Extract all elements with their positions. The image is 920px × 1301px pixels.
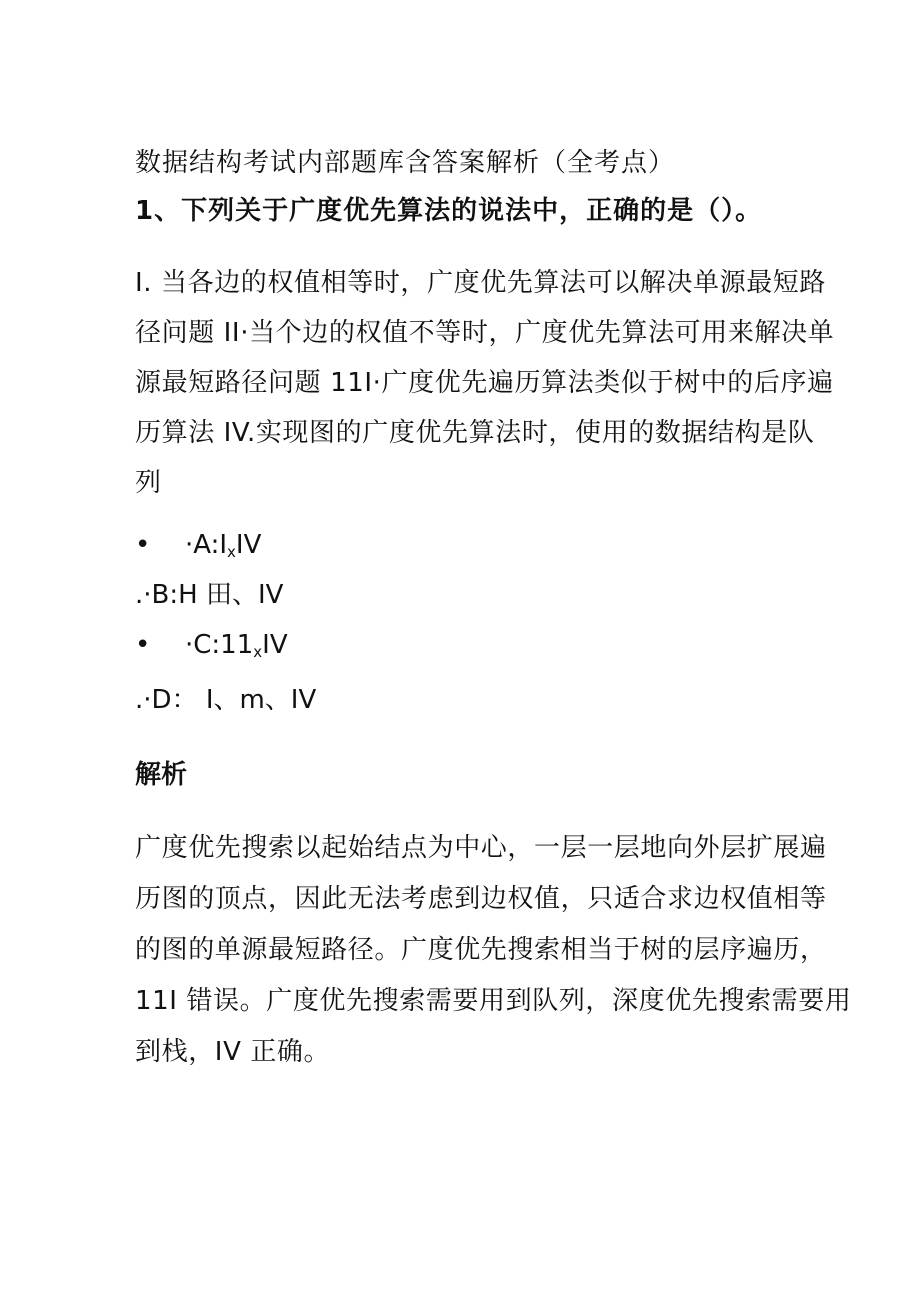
analysis-line: 的图的单源最短路径。广度优先搜索相当于树的层序遍历， [135,935,827,965]
option-a [135,528,261,569]
stem-line: I. 当各边的权值相等时，广度优先算法可以解决单源最短路 [135,268,826,298]
option-c [135,628,288,669]
stem-line: 源最短路径问题 11I·广度优先遍历算法类似于树中的后序遍 [135,368,834,398]
option-c-subscript: x [253,643,263,661]
analysis-line: 广度优先搜索以起始结点为中心，一层一层地向外层扩展遍 [135,833,827,863]
option-b [135,578,283,612]
option-c-tail: IV [262,630,288,660]
question-title: 1、下列关于广度优先算法的说法中，正确的是（）。 [135,196,763,226]
option-a-subscript: x [227,543,236,561]
document-title: 数据结构考试内部题库含答案解析（全考点） [135,148,676,178]
analysis-line: 11I 错误。广度优先搜索需要用到队列，深度优先搜索需要用 [135,986,852,1016]
analysis-heading: 解析 [135,760,188,790]
bullet-icon: • [135,530,151,560]
bullet-icon: • [135,630,151,660]
stem-line: 历算法 IV.实现图的广度优先算法时，使用的数据结构是队 [135,418,815,448]
analysis-body [135,823,852,1078]
option-a-text: ·A:I [185,530,228,560]
option-d-text: .·D： I、m、IV [135,685,317,715]
stem-line: 径问题 II·当个边的权值不等时，广度优先算法可用来解决单 [135,318,835,348]
stem-line: 列 [135,468,162,498]
question-stem [135,258,835,508]
option-b-text: .·B:H 田、IV [135,580,284,610]
analysis-line: 到栈，IV 正确。 [135,1037,331,1067]
option-c-text: ·C:11 [185,630,254,660]
analysis-line: 历图的顶点，因此无法考虑到边权值，只适合求边权值相等 [135,884,827,914]
option-d [135,683,316,717]
option-a-tail: IV [235,530,262,560]
